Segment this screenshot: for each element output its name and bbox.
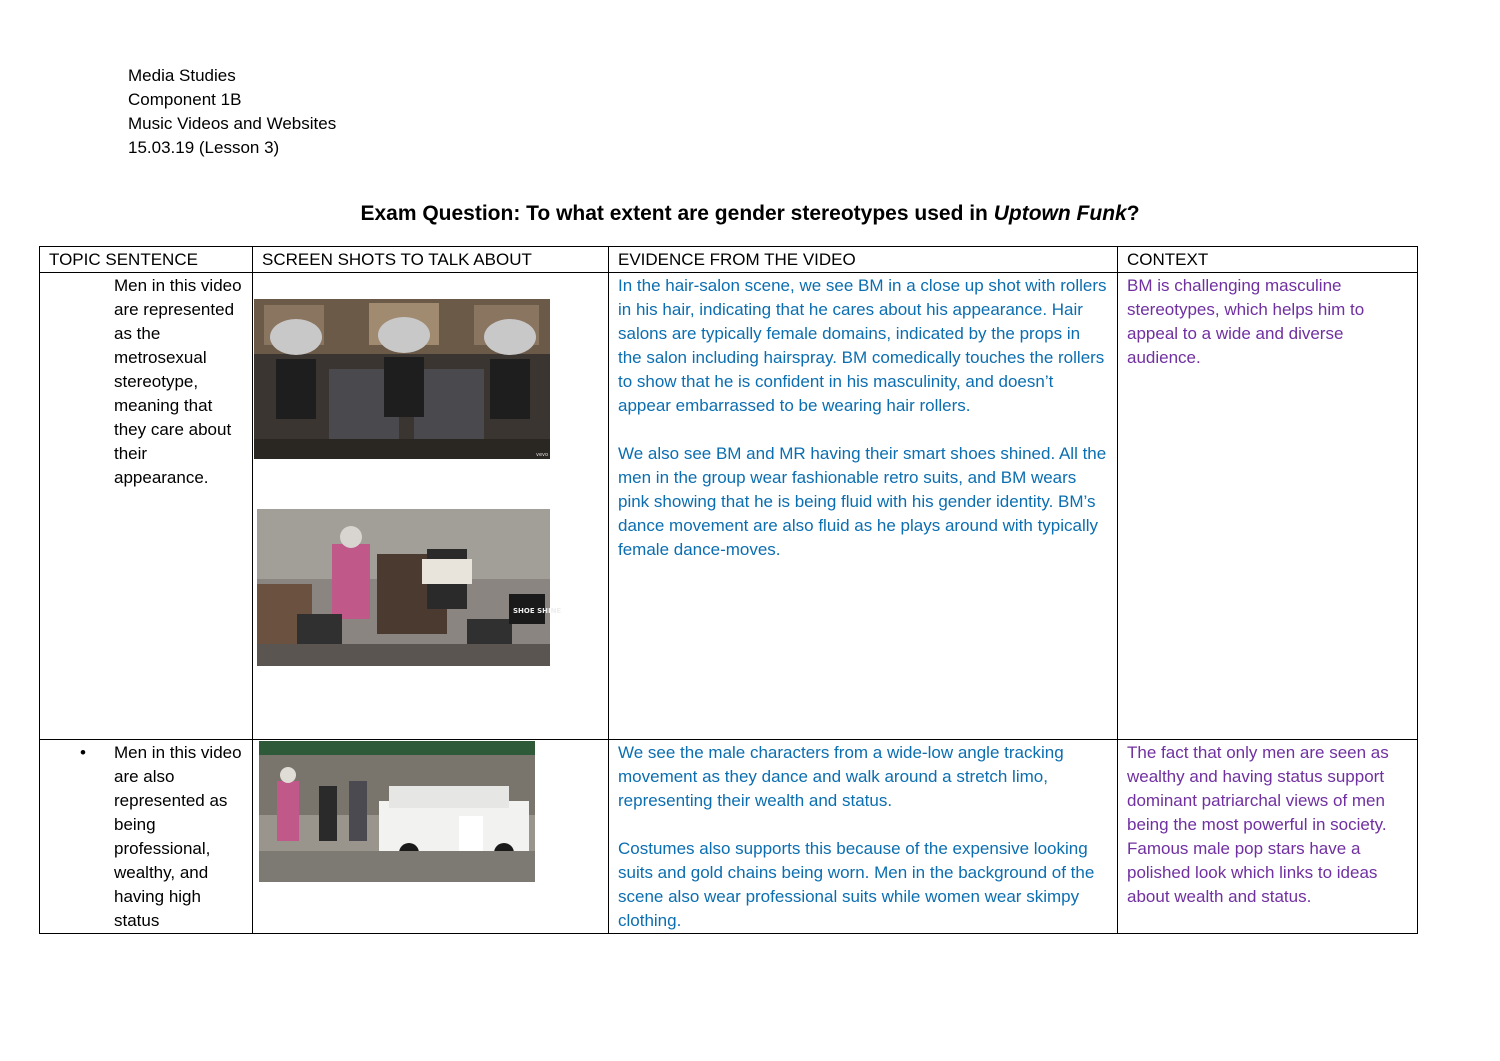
table-row [40,740,1418,934]
evidence-cell [609,740,1118,934]
header-screenshots: SCREEN SHOTS TO TALK ABOUT [253,247,609,273]
evidence-paragraph: In the hair-salon scene, we see BM in a close up shot with rollers in his hair, indicating that he cares about his appearance. Hair salons are typically female domains, indicated by the props in the salon including hairspray. BM comedically touches the rollers to show that he is confident in his masculinity, and doesn’t appear embarrassed to be wearing hair rollers. [618,276,1107,415]
limo-screenshot [259,741,535,882]
title-suffix: ? [1126,202,1140,225]
header-context: CONTEXT [1118,247,1418,273]
shoeshine-screenshot [257,509,562,666]
screenshots-cell [253,273,609,740]
context-cell [1118,273,1418,740]
title-prefix: Exam Question: To what extent are gender stereotypes used in [360,202,994,225]
header-date: 15.03.19 (Lesson 3) [128,138,280,157]
header-component: Component 1B [128,90,242,109]
table-row [40,273,1418,740]
evidence-paragraph: We also see BM and MR having their smart shoes shined. All the men in the group wear fashionable retro suits, and BM wears pink showing that he is being fluid with his gender identity. BM’s dance movement are also fluid as he plays around with typically female dance-moves. [618,444,1107,559]
topic-sentence-text: Men in this video are represented as the metrosexual stereotype, meaning that they care about their appearance. [114,276,242,487]
context-paragraph: BM is challenging masculine stereotypes, which helps him to appeal to a wide and diverse audience. [1127,276,1365,367]
bullet-marker: • [80,743,86,762]
table-header-row [40,247,1418,273]
header-evidence: EVIDENCE FROM THE VIDEO [609,247,1118,273]
evidence-cell [609,273,1118,740]
shoe-shine-sign: SHOE SHINE [513,607,562,615]
topic-sentence-text: Men in this video are also represented as being professional, wealthy, and having high status [114,743,242,930]
exam-question-title [0,200,1500,228]
vevo-watermark: vevo [536,452,549,458]
screenshots-cell [253,740,609,934]
salon-screenshot [254,299,550,459]
header-topic-sentence: TOPIC SENTENCE [40,247,253,273]
evidence-paragraph: We see the male characters from a wide-low angle tracking movement as they dance and walk around a stretch limo, representing their wealth and status. [618,743,1064,810]
analysis-table [39,246,1418,934]
context-paragraph: The fact that only men are seen as wealthy and having status support dominant patriarchal views of men being the most powerful in society. [1127,743,1389,834]
title-song-name: Uptown Funk [993,202,1127,225]
context-cell [1118,740,1418,934]
topic-sentence-cell [40,273,253,740]
topic-sentence-cell [40,740,253,934]
header-topic: Music Videos and Websites [128,114,337,133]
header-subject: Media Studies [128,66,236,85]
evidence-paragraph: Costumes also supports this because of the expensive looking suits and gold chains being worn. Men in the background of the scene also wear professional suits while women wear skimpy clothing. [618,839,1095,930]
document-header [128,64,336,160]
context-paragraph: Famous male pop stars have a polished look which links to ideas about wealth and status. [1127,839,1378,906]
